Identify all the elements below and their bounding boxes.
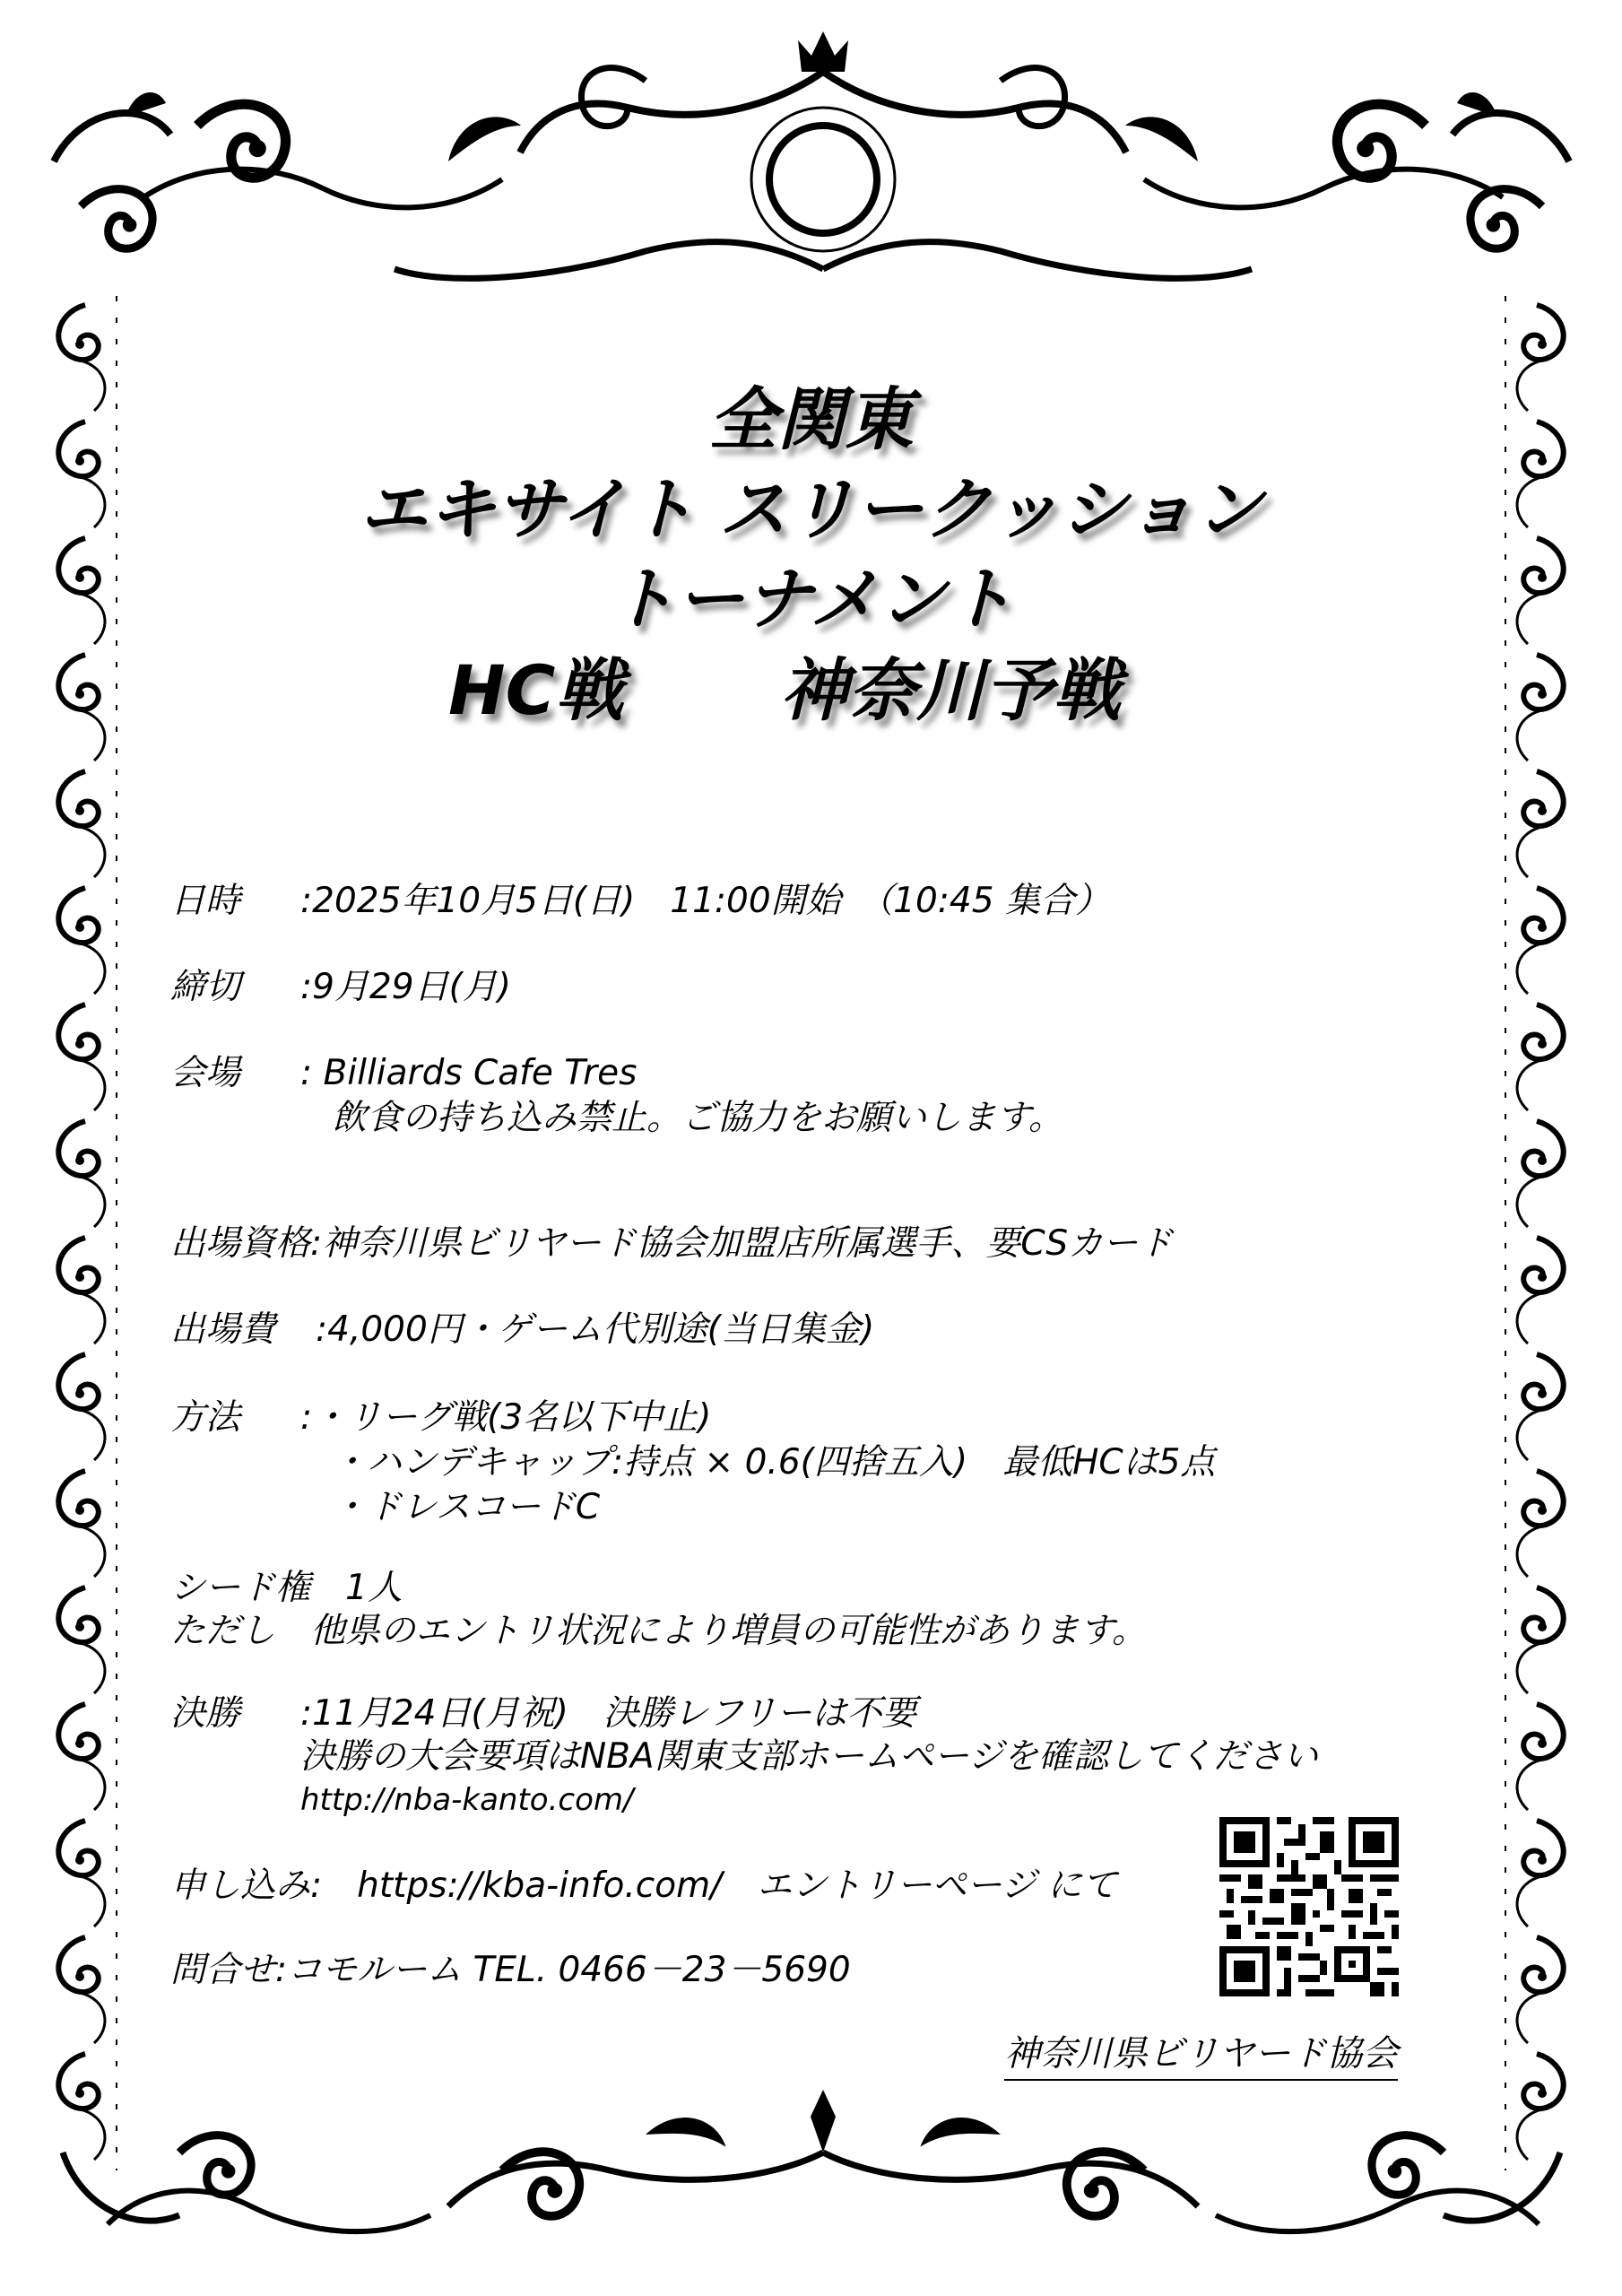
method-line-2: ・ハンデキャップ:持点 × 0.6(四捨五入) 最低HCは5点 [332,1442,1216,1483]
method-label: 方法 [170,1397,241,1438]
final-line-2: 決勝の大会要項はNBA関東支部ホームページを確認してください [300,1736,1318,1777]
venue-value: : Billiards Cafe Tres [300,1053,638,1093]
title-line-1: 全関東 [708,379,914,459]
date-label: 日時 [170,881,241,921]
qr-code-icon[interactable] [1219,1817,1399,1996]
organization-signature: 神奈川県ビリヤード協会 [1004,2031,1398,2081]
title-qualifier: 神奈川予戦 [780,650,1121,730]
method-line-1: :・リーグ戦(3名以下中止) [300,1397,712,1438]
seed-line-2: ただし 他県のエントリ状況により増員の可能性があります。 [170,1611,1147,1651]
method-line-3: ・ドレスコードC [332,1487,601,1527]
venue-note: 飲食の持ち込み禁止。ご協力をお願いします。 [332,1098,1063,1138]
title-hc: HC戦 [448,650,624,730]
fee-value: :4,000円・ゲーム代別途(当日集金) [316,1309,875,1350]
title-line-2: エキサイト スリークッション [359,469,1263,549]
contact-text: 問合せ:コモルーム TEL. 0466－23－5690 [170,1950,851,1990]
final-label: 決勝 [170,1693,241,1734]
date-value: :2025年10月5日(日) 11:00開始 （10:45 集合） [300,881,1110,921]
apply-text[interactable]: 申し込み: https://kba-info.com/ エントリーページ にて [170,1866,1117,1906]
top-ornament [54,31,1569,278]
final-line-1: :11月24日(月祝) 決勝レフリーは不要 [300,1693,917,1734]
bottom-ornament [63,2090,1560,2231]
eligibility-text: 出場資格:神奈川県ビリヤード協会加盟店所属選手、要CSカード [170,1223,1174,1264]
fee-label: 出場費 [170,1309,276,1350]
deadline-label: 締切 [170,967,241,1007]
deadline-value: :9月29日(月) [300,967,512,1007]
venue-label: 会場 [170,1053,241,1093]
title-line-3: トーナメント [608,559,1014,639]
seed-line-1: シード権 1人 [170,1568,403,1608]
final-url-link[interactable]: http://nba-kanto.com/ [300,1782,634,1818]
